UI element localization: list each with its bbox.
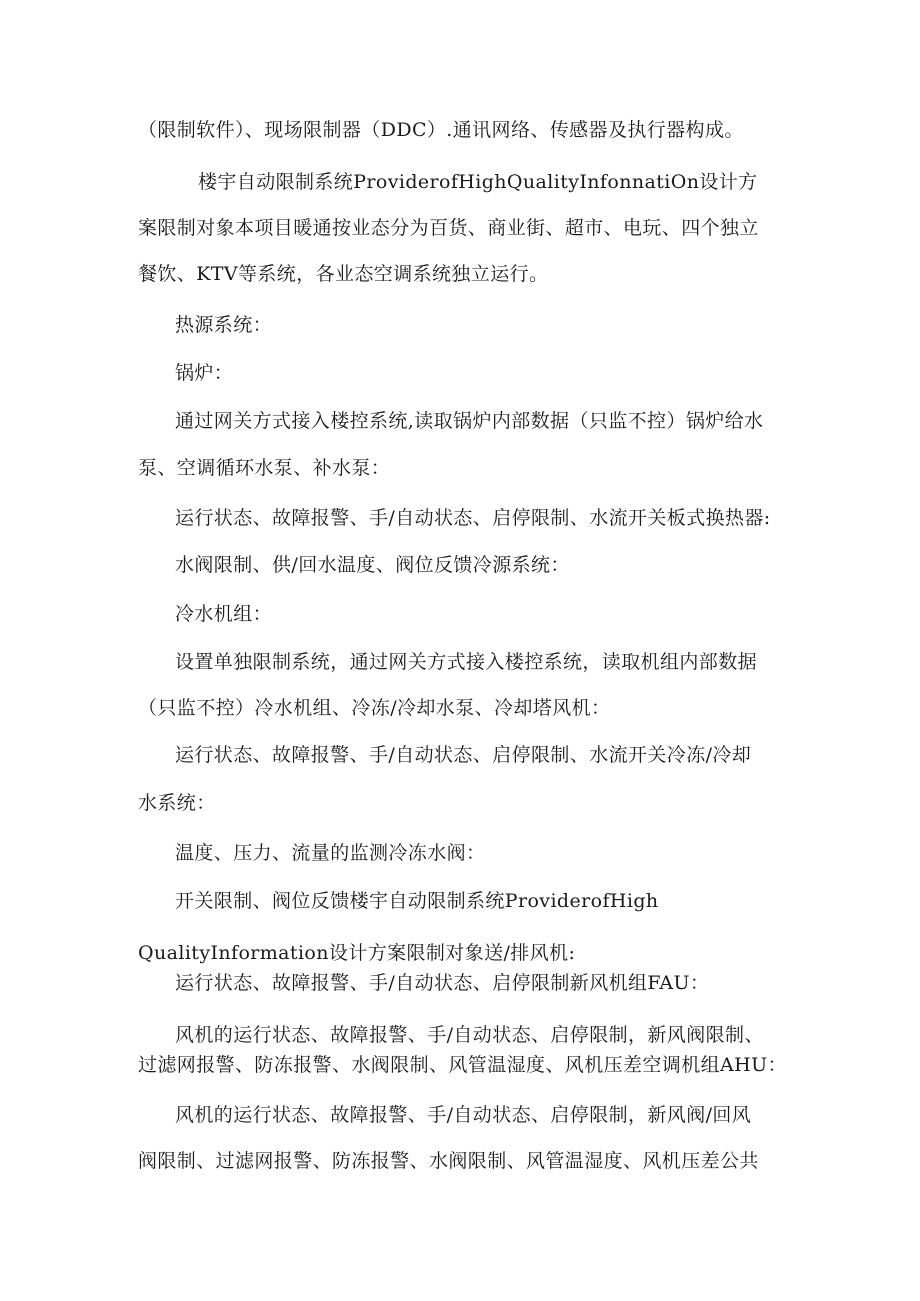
paragraph-line-7: 通过网关方式接入楼控系统,读取锅炉内部数据（只监不控）锅炉给水 [175,410,764,432]
paragraph-line-9: 运行状态、故障报警、手/自动状态、启停限制、水流开关板式换热器: [175,507,771,529]
paragraph-line-4: 餐饮、KTV等系统，各业态空调系统独立运行。 [138,263,549,285]
paragraph-line-18: QualityInformation设计方案限制对象送/排风机: [138,942,576,964]
paragraph-line-23: 阀限制、过滤网报警、防冻报警、水阀限制、风管温湿度、风机压差公共 [138,1150,759,1172]
paragraph-line-15: 水系统： [138,792,216,814]
paragraph-line-20: 风机的运行状态、故障报警、手/自动状态、启停限制，新风阀限制、 [175,1024,764,1046]
paragraph-line-12: 设置单独限制系统，通过网关方式接入楼控系统，读取机组内部数据 [175,651,758,673]
paragraph-line-13: （只监不控）冷水机组、冷冻/冷却水泵、冷却塔风机： [138,697,611,719]
paragraph-line-2: 楼宇自动限制系统ProviderofHighQualityInfonnatiOn设计方 [198,171,758,193]
section-heading-heat-source: 热源系统： [175,314,273,336]
subheading-chiller: 冷水机组： [175,603,273,625]
paragraph-line-21: 过滤网报警、防冻报警、水阀限制、风管温湿度、风机压差空调机组AHU： [138,1054,787,1076]
paragraph-line-19: 运行状态、故障报警、手/自动状态、启停限制新风机组FAU： [175,972,710,994]
paragraph-line-14: 运行状态、故障报警、手/自动状态、启停限制、水流开关冷冻/冷却 [175,744,752,766]
paragraph-line-8: 泵、空调循环水泵、补水泵： [138,457,391,479]
paragraph-line-17: 开关限制、阀位反馈楼宇自动限制系统ProviderofHigh [175,890,659,912]
paragraph-line-1: （限制软件）、现场限制器（DDC）.通讯网络、传感器及执行器构成。 [138,119,744,141]
paragraph-line-10: 水阀限制、供/回水温度、阀位反馈冷源系统： [175,554,570,576]
paragraph-line-3: 案限制对象本项目暖通按业态分为百货、商业街、超市、电玩、四个独立 [138,217,759,239]
paragraph-line-22: 风机的运行状态、故障报警、手/自动状态、启停限制，新风阀/回风 [175,1104,752,1126]
subheading-boiler: 锅炉： [175,362,234,384]
paragraph-line-16: 温度、压力、流量的监测冷冻水阀： [175,842,486,864]
